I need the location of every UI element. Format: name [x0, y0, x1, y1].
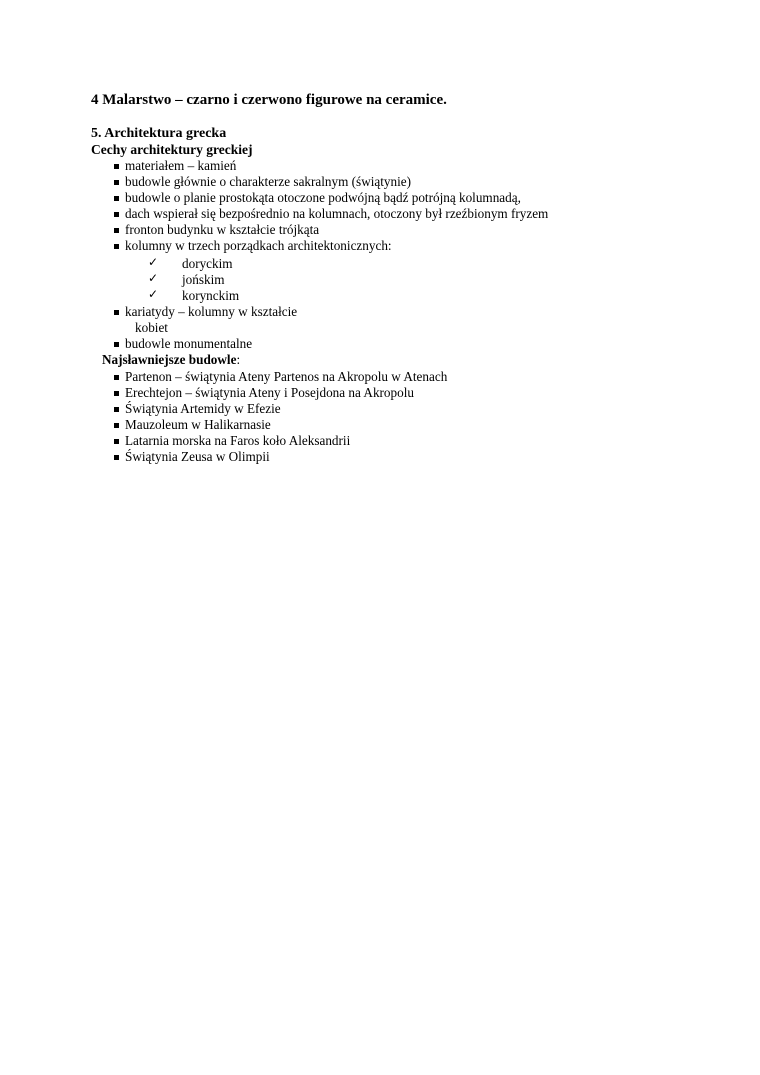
famous-heading	[102, 352, 240, 368]
list-item: jońskim	[182, 272, 225, 287]
square-bullet-icon	[114, 228, 119, 233]
checkmark-icon: ✓	[148, 287, 159, 301]
list-item: Latarnia morska na Faros koło Aleksandrii	[125, 433, 351, 448]
list-item: materiałem – kamień	[125, 158, 237, 173]
checkmark-icon: ✓	[148, 271, 159, 285]
square-bullet-icon	[114, 391, 119, 396]
list-item: budowle głównie o charakterze sakralnym (świątynie)	[125, 174, 411, 189]
square-bullet-icon	[114, 244, 119, 249]
list-item: budowle monumentalne	[125, 336, 253, 351]
square-bullet-icon	[114, 342, 119, 347]
list-item: kariatydy – kolumny w kształcie	[125, 304, 298, 319]
list-item: fronton budynku w kształcie trójkąta	[125, 222, 320, 237]
checkmark-icon: ✓	[148, 255, 159, 269]
square-bullet-icon	[114, 375, 119, 380]
list-item: Partenon – świątynia Ateny Partenos na Akropolu w Atenach	[125, 369, 448, 384]
square-bullet-icon	[114, 180, 119, 185]
square-bullet-icon	[114, 164, 119, 169]
square-bullet-icon	[114, 407, 119, 412]
list-item-continuation: kobiet	[135, 320, 168, 335]
square-bullet-icon	[114, 310, 119, 315]
list-item: Mauzoleum w Halikarnasie	[125, 417, 271, 432]
list-item: kolumny w trzech porządkach architektonicznych:	[125, 238, 392, 253]
list-item: korynckim	[182, 288, 240, 303]
section-4-title: 4 Malarstwo – czarno i czerwono figurowe na ceramice.	[91, 92, 447, 108]
section-5-title: 5. Architektura grecka	[91, 126, 227, 141]
list-item: budowle o planie prostokąta otoczone podwójną bądź potrójną kolumnadą,	[125, 190, 521, 205]
square-bullet-icon	[114, 423, 119, 428]
square-bullet-icon	[114, 439, 119, 444]
list-item: Erechtejon – świątynia Ateny i Posejdona na Akropolu	[125, 385, 414, 400]
list-item: doryckim	[182, 256, 233, 271]
square-bullet-icon	[114, 455, 119, 460]
features-heading: Cechy architektury greckiej	[91, 142, 253, 157]
list-item: Świątynia Zeusa w Olimpii	[125, 449, 270, 464]
list-item: dach wspierał się bezpośrednio na kolumnach, otoczony był rzeźbionym fryzem	[125, 206, 549, 221]
list-item: Świątynia Artemidy w Efezie	[125, 401, 281, 416]
square-bullet-icon	[114, 196, 119, 201]
famous-heading-label: Najsławniejsze budowle	[102, 352, 237, 367]
square-bullet-icon	[114, 212, 119, 217]
famous-heading-colon: :	[236, 352, 241, 367]
